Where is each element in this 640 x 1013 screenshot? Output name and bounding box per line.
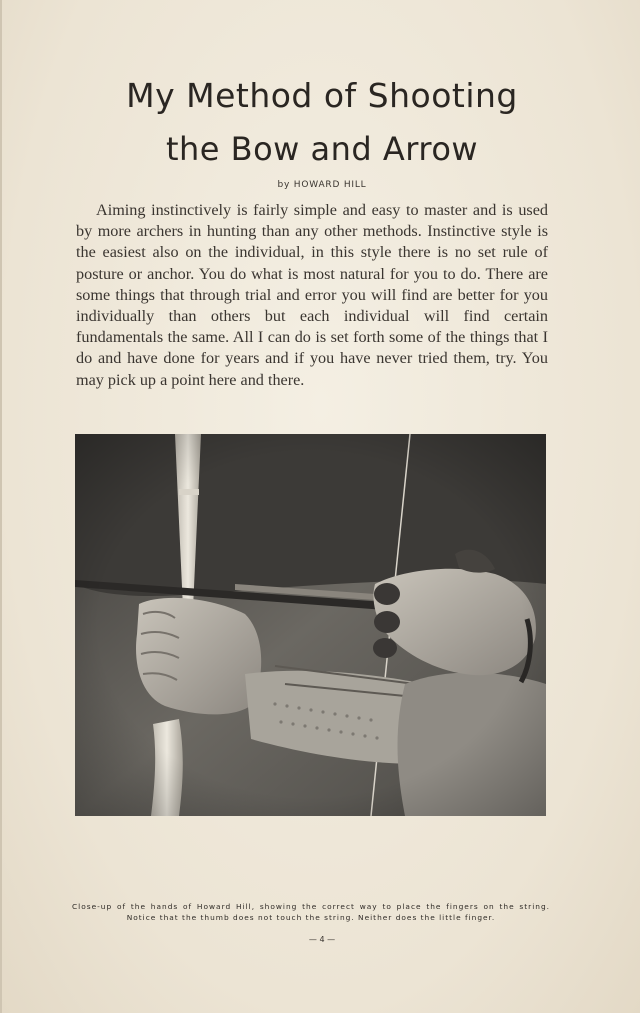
article-title-line-1: My Method of Shooting xyxy=(126,76,518,115)
archery-hands-photo xyxy=(75,434,546,816)
article-title-line-2: the Bow and Arrow xyxy=(165,130,479,168)
page-number: — 4 — xyxy=(308,935,336,944)
photo-caption: Close-up of the hands of Howard Hill, showing the correct way to place the fingers on the string. Notice that the thumb does not touch the string. Neither does the little finger. xyxy=(72,902,550,922)
photo-hands-on-bow-string-icon xyxy=(75,434,546,816)
article-byline: by HOWARD HILL xyxy=(277,180,367,190)
article-body-paragraph: Aiming instinctively is fairly simple and easy to master and is used by more archers in hunting than any other methods. Instinctive style is the easiest also on the individual, in this style there is no set rule of posture or anchor. You do what is most natural for you to do. There are some things that through trial and error you will find are better for you individually than others but each individual will find certain fundamentals the same. All I can do is set forth some of the things that I do and have done for years and if you have never tried them, try. You may pick up a point here and there. xyxy=(76,201,548,389)
